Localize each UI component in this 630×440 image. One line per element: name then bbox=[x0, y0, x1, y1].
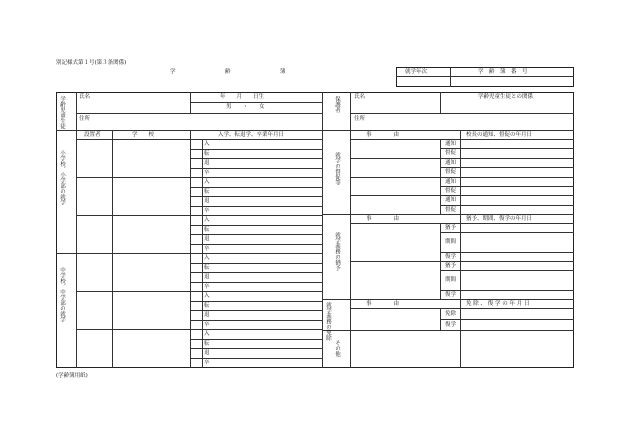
school-name-field[interactable] bbox=[114, 141, 188, 175]
school-row-label: 入 bbox=[204, 179, 210, 185]
school-row-label: 転 bbox=[204, 188, 210, 195]
student-name-field[interactable] bbox=[88, 100, 186, 111]
guardian-name-field[interactable] bbox=[364, 100, 436, 111]
school-date-field[interactable] bbox=[212, 302, 320, 310]
school-date-field[interactable] bbox=[212, 188, 320, 196]
school-date-field[interactable] bbox=[212, 292, 320, 300]
school-date-field[interactable] bbox=[212, 273, 320, 281]
school-date-field[interactable] bbox=[212, 245, 320, 253]
establisher-field[interactable] bbox=[78, 141, 110, 175]
school-row-label: 退 bbox=[204, 312, 210, 318]
school-date-field[interactable] bbox=[212, 140, 320, 148]
school-row-label: 退 bbox=[204, 198, 210, 204]
establisher-field[interactable] bbox=[78, 293, 110, 327]
school-row-label: 卒 bbox=[204, 359, 210, 366]
urge-date-header: 校長の通知、督促の年月日 bbox=[466, 132, 533, 138]
student-address-field[interactable] bbox=[92, 115, 318, 128]
school-date-field[interactable] bbox=[212, 264, 320, 272]
school-name-field[interactable] bbox=[114, 293, 188, 327]
school-row-label: 卒 bbox=[204, 207, 210, 214]
school-row-label: 転 bbox=[204, 264, 210, 271]
urge-side-label: 就学の督促等 bbox=[334, 152, 340, 185]
school-date-field[interactable] bbox=[212, 311, 320, 319]
enrollment-year-field[interactable] bbox=[398, 77, 448, 86]
school-header: 学 校 bbox=[132, 132, 155, 138]
urge-label: 通知 bbox=[445, 178, 457, 185]
school-row-label: 退 bbox=[204, 236, 210, 242]
school-row-label: 卒 bbox=[204, 283, 210, 290]
exemption-label-0: 免除 bbox=[445, 311, 457, 317]
school-row-label: 入 bbox=[204, 217, 210, 223]
school-row-label: 転 bbox=[204, 150, 210, 157]
school-date-field[interactable] bbox=[212, 150, 320, 158]
school-row-label: 卒 bbox=[204, 169, 210, 176]
urge-label: 通知 bbox=[445, 197, 457, 204]
deferral-date-header: 猶予、期間、復学の年月日 bbox=[466, 216, 533, 222]
school-row-label: 入 bbox=[204, 293, 210, 299]
establisher-field[interactable] bbox=[78, 179, 110, 213]
other-side-label: その他 bbox=[334, 340, 340, 357]
urge-label: 督促 bbox=[445, 169, 457, 176]
school-row-label: 入 bbox=[204, 141, 210, 147]
school-date-field[interactable] bbox=[212, 283, 320, 291]
school-date-field[interactable] bbox=[212, 349, 320, 357]
school-name-field[interactable] bbox=[114, 217, 188, 251]
exemption-side-label: 就学義務の免除 bbox=[325, 302, 331, 341]
urge-label: 通知 bbox=[445, 159, 457, 166]
exemption-matter-header: 事 由 bbox=[366, 301, 400, 307]
school-date-field[interactable] bbox=[212, 321, 320, 329]
establisher-field[interactable] bbox=[78, 217, 110, 251]
school-row-label: 卒 bbox=[204, 245, 210, 252]
junior-side-label: 中学校、中学部の就学 bbox=[59, 267, 65, 322]
guardian-address-label: 住所 bbox=[354, 116, 366, 122]
school-date-field[interactable] bbox=[212, 226, 320, 234]
deferral-label: 期間 bbox=[445, 277, 457, 283]
school-row-label: 退 bbox=[204, 350, 210, 356]
school-date-field[interactable] bbox=[212, 359, 320, 367]
gender-label: 男 ・ 女 bbox=[226, 104, 265, 110]
school-row-label: 退 bbox=[204, 160, 210, 166]
urge-label: 督促 bbox=[445, 150, 457, 157]
school-name-field[interactable] bbox=[114, 331, 188, 365]
deferral-side-label: 就学義務の猶予 bbox=[334, 232, 340, 271]
school-row-label: 転 bbox=[204, 302, 210, 309]
deferral-label: 復学 bbox=[445, 291, 457, 298]
deferral-matter-header: 事 由 bbox=[366, 216, 400, 222]
school-row-label: 入 bbox=[204, 331, 210, 337]
form-reference: 別記様式第１号(第３条関係) bbox=[56, 60, 127, 66]
school-date-field[interactable] bbox=[212, 235, 320, 243]
enrollment-year-label: 就学年次 bbox=[405, 69, 428, 75]
exemption-label-1: 復学 bbox=[445, 322, 457, 328]
school-date-field[interactable] bbox=[212, 216, 320, 224]
birth-date-label: 年 月 日生 bbox=[220, 94, 265, 100]
school-name-field[interactable] bbox=[114, 179, 188, 213]
school-row-label: 転 bbox=[204, 340, 210, 347]
student-side-label: 学齢児童生徒 bbox=[59, 96, 65, 129]
establisher-field[interactable] bbox=[78, 331, 110, 365]
school-date-field[interactable] bbox=[212, 159, 320, 167]
elementary-side-label: 小学校、小学部の就学 bbox=[59, 150, 65, 205]
deferral-label: 復学 bbox=[445, 253, 457, 260]
urge-matter-header: 事 由 bbox=[366, 132, 400, 138]
dates-header: 入学、転退学、卒業年月日 bbox=[218, 132, 285, 138]
establisher-header: 設置者 bbox=[84, 132, 101, 138]
school-date-field[interactable] bbox=[212, 197, 320, 205]
register-number-label: 学 齢 簿 番 号 bbox=[478, 69, 528, 75]
school-date-field[interactable] bbox=[212, 330, 320, 338]
register-number-field[interactable] bbox=[452, 77, 572, 86]
footer-note: (学齢簿用紙) bbox=[56, 373, 88, 379]
school-date-field[interactable] bbox=[212, 254, 320, 262]
deferral-label: 期間 bbox=[445, 239, 457, 245]
establisher-field[interactable] bbox=[78, 255, 110, 289]
other-field[interactable] bbox=[352, 332, 572, 366]
school-name-field[interactable] bbox=[114, 255, 188, 289]
urge-label: 督促 bbox=[445, 206, 457, 213]
school-date-field[interactable] bbox=[212, 178, 320, 186]
exemption-date-header: 免 除 、 復 学 の 年 月 日 bbox=[466, 301, 530, 307]
school-row-label: 退 bbox=[204, 274, 210, 280]
school-date-field[interactable] bbox=[212, 169, 320, 177]
guardian-name-label: 氏名 bbox=[354, 94, 366, 100]
guardian-address-field[interactable] bbox=[368, 115, 570, 128]
guardian-side-label: 保護者 bbox=[334, 96, 340, 113]
school-row-label: 卒 bbox=[204, 321, 210, 328]
relation-label: 学齢児童生徒との関係 bbox=[478, 94, 534, 100]
student-name-label: 氏名 bbox=[79, 94, 91, 100]
school-row-label: 入 bbox=[204, 255, 210, 261]
student-address-label: 住所 bbox=[79, 116, 91, 122]
school-date-field[interactable] bbox=[212, 207, 320, 215]
urge-label: 督促 bbox=[445, 188, 457, 194]
urge-label: 通知 bbox=[445, 141, 457, 147]
school-date-field[interactable] bbox=[212, 340, 320, 348]
deferral-label: 猶予 bbox=[445, 224, 457, 231]
school-row-label: 転 bbox=[204, 226, 210, 233]
deferral-label: 猶予 bbox=[445, 262, 457, 269]
document-title: 学 齢 簿 bbox=[170, 69, 308, 75]
